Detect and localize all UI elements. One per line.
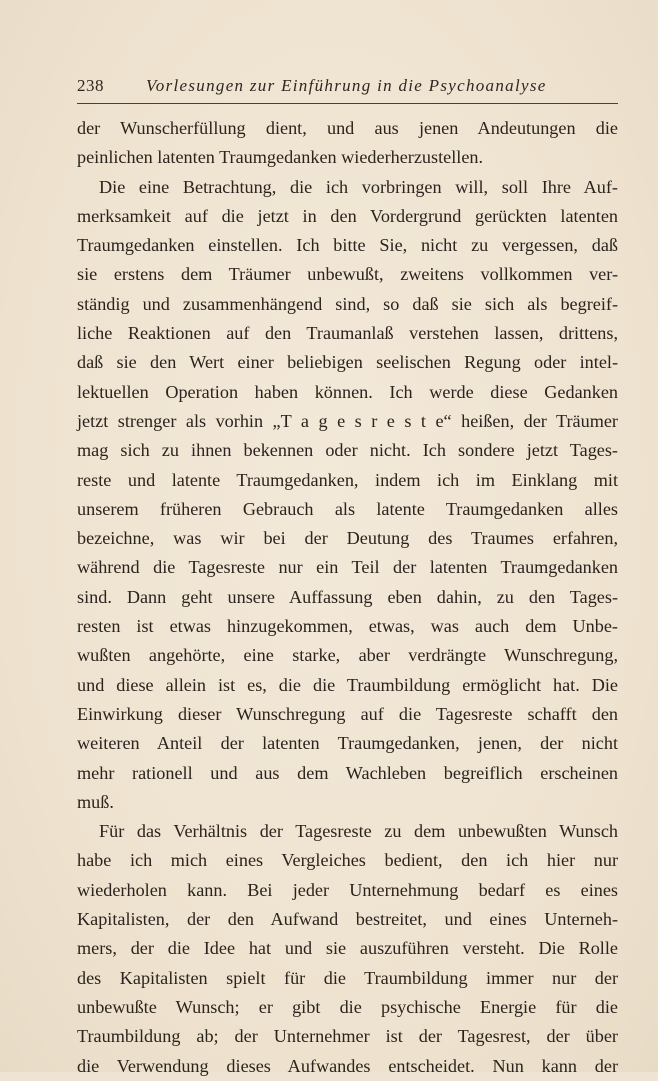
text-line: weiteren Anteil der latenten Traumgedanken, jenen, der nicht (77, 733, 618, 754)
text-line: liche Reaktionen auf den Traumanlaß verstehen lassen, drittens, (77, 323, 618, 344)
text-line: reste und latente Traumgedanken, indem ich im Einklang mit (77, 469, 618, 490)
text-line: bezeichne, was wir bei der Deutung des Traumes erfahren, (77, 528, 618, 549)
page-header (77, 76, 618, 102)
text-line: mehr rationell und aus dem Wachleben begreiflich erscheinen (77, 762, 618, 783)
text-line: des Kapitalisten spielt für die Traumbildung immer nur der (77, 967, 618, 988)
text-line: Traumgedanken einstellen. Ich bitte Sie, nicht zu vergessen, daß (77, 235, 618, 256)
header-rule (77, 103, 618, 104)
text-line: während die Tagesreste nur ein Teil der latenten Traumgedanken (77, 557, 618, 578)
text-line: Traumbildung ab; der Unternehmer ist der Tagesrest, der über (77, 1026, 618, 1047)
text-line: wußten angehörte, eine starke, aber verdrängte Wunschregung, (77, 645, 618, 666)
text-line: unbewußte Wunsch; er gibt die psychische Energie für die (77, 996, 618, 1017)
text-line: unserem früheren Gebrauch als latente Traumgedanken alles (77, 498, 618, 519)
text-line: und diese allein ist es, die die Traumbildung ermöglicht hat. Die (77, 674, 618, 695)
text-line: mers, der die Idee hat und sie auszuführen versteht. Die Rolle (77, 938, 618, 959)
text-line: wiederholen kann. Bei jeder Unternehmung bedarf es eines (77, 879, 618, 900)
text-line: jetzt strenger als vorhin „T a g e s r e s t e“ heißen, der Träumer (77, 410, 618, 431)
text-line: Die eine Betrachtung, die ich vorbringen will, soll Ihre Auf- (99, 176, 618, 197)
text-line: ständig und zusammenhängend sind, so daß sie sich als begreif- (77, 293, 618, 314)
body-text (77, 114, 618, 1081)
text-line: Für das Verhältnis der Tagesreste zu dem unbewußten Wunsch (99, 821, 618, 842)
text-line: muß. (77, 791, 114, 812)
running-title: Vorlesungen zur Einführung in die Psychoanalyse (146, 76, 547, 95)
text-line: lektuellen Operation haben können. Ich werde diese Gedanken (77, 381, 618, 402)
text-line: resten ist etwas hinzugekommen, etwas, was auch dem Unbe- (77, 616, 618, 637)
text-line: der Wunscherfüllung dient, und aus jenen Andeutungen die (77, 118, 618, 138)
text-line: peinlichen latenten Traumgedanken wiederherzustellen. (77, 147, 484, 168)
text-line: merksamkeit auf die jetzt in den Vordergrund gerückten latenten (77, 205, 618, 226)
page-number: 238 (77, 76, 104, 95)
text-line: mag sich zu ihnen bekennen oder nicht. Ich sondere jetzt Tages- (77, 440, 618, 461)
text-line: sie erstens dem Träumer unbewußt, zweitens vollkommen ver- (77, 264, 618, 285)
text-line: die Verwendung dieses Aufwandes entscheidet. Nun kann der (77, 1055, 618, 1076)
text-line: daß sie den Wert einer beliebigen seelischen Regung oder intel- (77, 352, 618, 373)
text-line: Einwirkung dieser Wunschregung auf die Tagesreste schafft den (77, 703, 618, 724)
text-line: habe ich mich eines Vergleiches bedient, den ich hier nur (77, 850, 618, 871)
text-line: sind. Dann geht unsere Auffassung eben dahin, zu den Tages- (77, 586, 618, 607)
text-line: Kapitalisten, der den Aufwand bestreitet, und eines Unterneh- (77, 909, 618, 930)
